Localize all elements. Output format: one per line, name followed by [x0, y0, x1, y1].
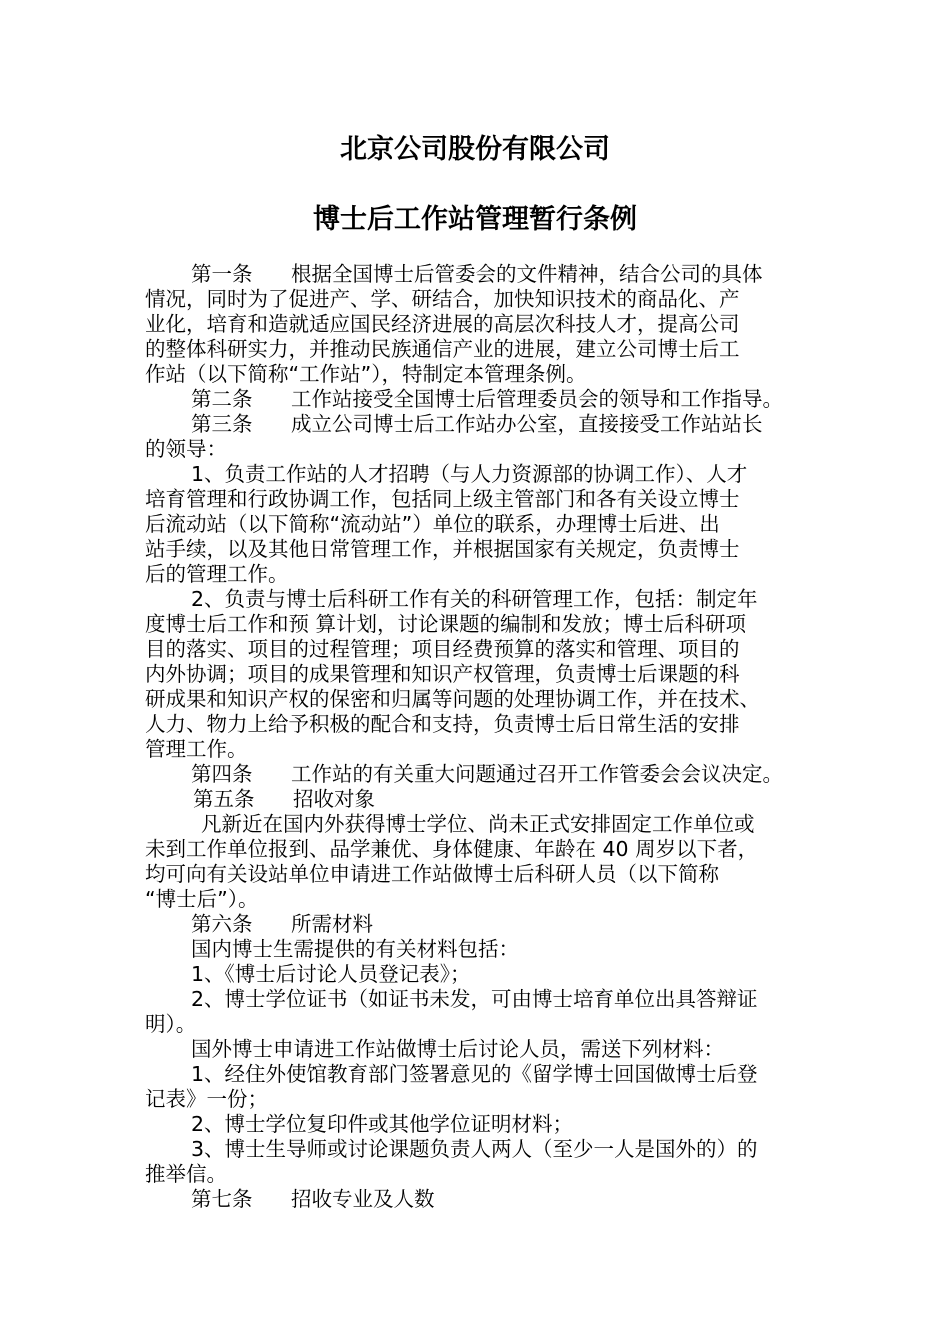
- article-1-label: 第一条: [191, 262, 253, 286]
- article-3-text: 成立公司博士后工作站办公室，直接接受工作站站长: [291, 412, 763, 436]
- article-5-line: [145, 787, 810, 812]
- article-6-foreign-line: 推举信。: [145, 1162, 227, 1186]
- article-4-text: 工作站的有关重大问题通过召开工作管委会会议决定。: [291, 762, 783, 786]
- article-7-label: 第七条: [191, 1187, 253, 1211]
- article-2-text: 工作站接受全国博士后管理委员会的领导和工作指导。: [291, 387, 783, 411]
- article-3-line: 的领导：: [145, 437, 227, 461]
- document-subtitle: 博士后工作站管理暂行条例: [313, 204, 637, 235]
- article-3-item-2-line: 内外协调；项目的成果管理和知识产权管理，负责博士后课题的科: [145, 662, 740, 686]
- article-3-item-2-line: 人力、物力上给予积极的配合和支持，负责博士后日常生活的安排: [145, 712, 740, 736]
- article-3-item-1-line: 后流动站（以下简称“流动站”）单位的联系，办理博士后进、出: [145, 512, 720, 536]
- article-1-line: 作站（以下简称“工作站”），特制定本管理条例。: [145, 362, 587, 386]
- article-6-foreign-line: 1、经住外使馆教育部门签署意见的《留学博士回国做博士后登: [191, 1062, 758, 1086]
- article-1-text: 根据全国博士后管委会的文件精神，结合公司的具体: [291, 262, 763, 286]
- document-title: 北京公司股份有限公司: [340, 134, 610, 165]
- article-5-body-line: “博士后”）。: [145, 887, 259, 911]
- article-5-body-line: 未到工作单位报到、品学兼优、身体健康、年龄在 40 周岁以下者，: [145, 837, 759, 861]
- article-3-item-1-line: 后的管理工作。: [145, 562, 289, 586]
- article-1-line: [145, 262, 810, 287]
- article-3-item-2-line: 研成果和知识产权的保密和归属等问题的处理协调工作，并在技术、: [145, 687, 760, 711]
- document-body: [145, 262, 810, 1212]
- article-1-line: 的整体科研实力，并推动民族通信产业的进展，建立公司博士后工: [145, 337, 740, 361]
- article-3-item-2-line: 2、负责与博士后科研工作有关的科研管理工作，包括：制定年: [191, 587, 758, 611]
- article-6-foreign-intro: 国外博士申请进工作站做博士后讨论人员，需送下列材料：: [191, 1037, 724, 1061]
- article-5-label: 第五条: [193, 787, 255, 811]
- article-3-item-2-line: 管理工作。: [145, 737, 248, 761]
- article-6-domestic-line: 2、博士学位证书（如证书未发，可由博士培育单位出具答辩证: [191, 987, 758, 1011]
- article-5-body-line: 凡新近在国内外获得博士学位、尚未正式安排固定工作单位或: [201, 812, 755, 836]
- article-6-foreign-line: 记表》一份；: [145, 1087, 268, 1111]
- article-2-line: [145, 387, 810, 412]
- article-5-body-line: 均可向有关设站单位申请进工作站做博士后科研人员（以下简称: [145, 862, 719, 886]
- article-6-domestic-line: 明）。: [145, 1012, 197, 1036]
- article-3-item-2-line: 目的落实、项目的过程管理；项目经费预算的落实和管理、项目的: [145, 637, 740, 661]
- article-6-line: [145, 912, 810, 937]
- article-6-foreign-line: 2、博士学位复印件或其他学位证明材料；: [191, 1112, 574, 1136]
- article-1-line: 业化，培育和造就适应国民经济进展的高层次科技人才，提高公司: [145, 312, 740, 336]
- article-2-label: 第二条: [191, 387, 253, 411]
- article-3-item-1-line: 站手续，以及其他日常管理工作，并根据国家有关规定，负责博士: [145, 537, 740, 561]
- article-4-label: 第四条: [191, 762, 253, 786]
- article-3-line: [145, 412, 810, 437]
- article-3-item-1-line: 培育管理和行政协调工作，包括同上级主管部门和各有关设立博士: [145, 487, 740, 511]
- article-6-domestic-intro: 国内博士生需提供的有关材料包括：: [191, 937, 519, 961]
- article-3-item-2-line: 度博士后工作和预 算计划，讨论课题的编制和发放；博士后科研项: [145, 612, 747, 636]
- article-6-label: 第六条: [191, 912, 253, 936]
- article-6-text: 所需材料: [291, 912, 373, 936]
- article-3-item-1-line: 1、负责工作站的人才招聘（与人力资源部的协调工作）、人才: [191, 462, 748, 486]
- article-3-label: 第三条: [191, 412, 253, 436]
- article-1-line: 情况，同时为了促进产、学、研结合，加快知识技术的商品化、产: [145, 287, 740, 311]
- article-6-domestic-line: 1、《博士后讨论人员登记表》；: [191, 962, 471, 986]
- article-6-foreign-line: 3、博士生导师或讨论课题负责人两人（至少一人是国外的）的: [191, 1137, 758, 1161]
- article-7-line: [145, 1187, 810, 1212]
- article-5-text: 招收对象: [293, 787, 375, 811]
- article-7-text: 招收专业及人数: [291, 1187, 435, 1211]
- article-4-line: [145, 762, 810, 787]
